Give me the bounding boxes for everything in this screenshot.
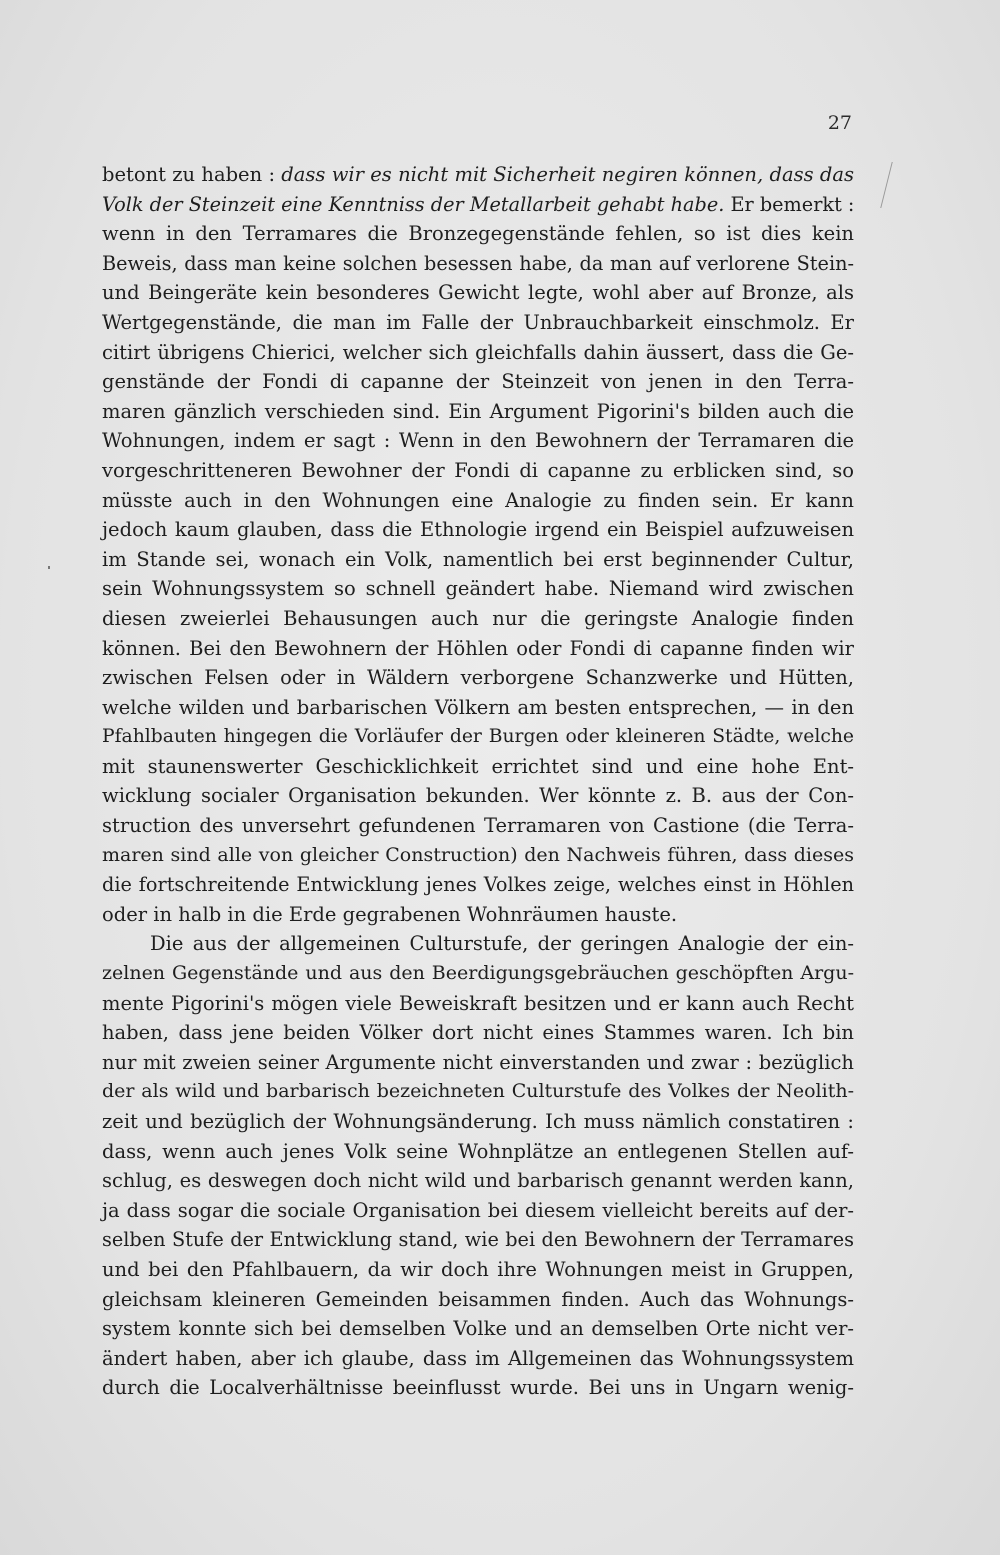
text-line [102, 1344, 854, 1374]
text-run: citirt übrigens Chierici, welcher sich gleichfalls dahin äussert, dass die Ge- [102, 340, 854, 364]
text-line [102, 722, 854, 752]
text-line [102, 1225, 854, 1255]
text-line [102, 781, 854, 811]
text-run: durch die Localverhältnisse beeinflusst wurde. Bei uns in Ungarn wenig- [102, 1376, 854, 1400]
text-run: schlug, es deswegen doch nicht wild und barbarisch genannt werden kann, [102, 1169, 854, 1193]
text-run: ja dass sogar die sociale Organisation bei diesem vielleicht bereits auf der- [102, 1198, 854, 1222]
text-run: ändert haben, aber ich glaube, dass im Allgemeinen das Wohnungssystem [102, 1346, 854, 1370]
margin-pencil-mark [866, 162, 892, 208]
text-run: system konnte sich bei demselben Volke und an demselben Orte nicht ver- [102, 1317, 854, 1341]
text-run: dass, wenn auch jenes Volk seine Wohnplätze an entlegenen Stellen auf- [102, 1139, 854, 1163]
text-line [102, 752, 854, 782]
text-line [102, 1137, 854, 1167]
text-run: diesen zweierlei Behausungen auch nur die geringste Analogie finden [102, 606, 854, 630]
text-line [102, 841, 854, 871]
text-run: struction des unversehrt gefundenen Terramaren von Castione (die Terra- [102, 814, 854, 838]
text-run: gleichsam kleineren Gemeinden beisammen finden. Auch das Wohnungs- [102, 1287, 854, 1311]
text-line [102, 1077, 854, 1107]
text-line [102, 811, 854, 841]
text-run: mente Pigorini's mögen viele Beweiskraft besitzen und er kann auch Recht [102, 991, 854, 1015]
text-run: können. Bei den Bewohnern der Höhlen oder Fondi di capanne finden wir [102, 636, 854, 660]
text-run: maren sind alle von gleicher Construction) den Nachweis führen, dass dieses [102, 843, 854, 866]
text-run: zwischen Felsen oder in Wäldern verborgene Schanzwerke und Hütten, [102, 666, 854, 690]
text-line [102, 308, 854, 338]
text-run: genstände der Fondi di capanne der Steinzeit von jenen in den Terra- [102, 370, 854, 394]
text-run: selben Stufe der Entwicklung stand, wie bei den Bewohnern der Terramares [102, 1228, 854, 1252]
text-line [102, 1255, 854, 1285]
text-line [102, 367, 854, 397]
text-line [102, 574, 854, 604]
text-line [102, 1196, 854, 1226]
text-run: welche wilden und barbarischen Völkern am besten entsprechen, — in den [102, 695, 854, 719]
text-line [102, 545, 854, 575]
text-run: jedoch kaum glauben, dass die Ethnologie irgend ein Beispiel aufzuweisen [102, 518, 854, 542]
text-line [102, 338, 854, 368]
text-line [102, 515, 854, 545]
text-run: Wohnungen, indem er sagt : Wenn in den Bewohnern der Terramaren die [102, 429, 854, 453]
text-line [102, 1314, 854, 1344]
text-line [102, 870, 854, 900]
text-line [102, 959, 854, 989]
text-run: Er bemerkt : [724, 192, 855, 216]
text-run: und bei den Pfahlbauern, da wir doch ihre Wohnungen meist in Gruppen, [102, 1257, 854, 1281]
text-run: Die aus der allgemeinen Culturstufe, der geringen Analogie der ein- [150, 932, 854, 956]
text-run: im Stande sei, wonach ein Volk, namentlich bei erst beginnender Cultur, [102, 547, 854, 571]
text-run: wenn in den Terramares die Bronzegegenstände fehlen, so ist dies kein [102, 222, 854, 246]
text-line [102, 1018, 854, 1048]
text-run: sein Wohnungssystem so schnell geändert habe. Niemand wird zwischen [102, 577, 854, 601]
text-run: betont zu haben : [102, 163, 282, 186]
text-run: der als wild und barbarisch bezeichneten Culturstufe des Volkes der Neolith- [102, 1080, 854, 1103]
text-run: zeit und bezüglich der Wohnungsänderung. Ich muss nämlich constatiren : [102, 1110, 854, 1133]
text-run: die fortschreitende Entwicklung jenes Volkes zeige, welches einst in Höhlen [102, 873, 854, 897]
text-run: maren gänzlich verschieden sind. Ein Argument Pigorini's bilden auch die [102, 399, 854, 423]
text-line [102, 456, 854, 486]
ink-speck [48, 566, 50, 569]
text-line [102, 1107, 854, 1137]
text-run: müsste auch in den Wohnungen eine Analogie zu finden sein. Er kann [102, 488, 854, 512]
text-line [102, 160, 854, 190]
text-line [102, 278, 854, 308]
text-run: mit staunenswerter Geschicklichkeit errichtet sind und eine hohe Ent- [102, 754, 854, 778]
text-run: nur mit zweien seiner Argumente nicht einverstanden und zwar : bezüglich [102, 1050, 854, 1074]
text-line [102, 426, 854, 456]
text-line [102, 397, 854, 427]
text-run: zelnen Gegenstände und aus den Beerdigungsgebräuchen geschöpften Argu- [102, 962, 854, 985]
text-line [102, 1166, 854, 1196]
text-run: Pfahlbauten hingegen die Vorläufer der Burgen oder kleineren Städte, welche [102, 726, 854, 748]
text-line [102, 929, 854, 959]
text-line [102, 249, 854, 279]
text-run: Beweis, dass man keine solchen besessen habe, da man auf verlorene Stein- [102, 251, 854, 275]
text-line [102, 1048, 854, 1078]
text-line [102, 1285, 854, 1315]
text-line [102, 219, 854, 249]
text-run: haben, dass jene beiden Völker dort nicht eines Stammes waren. Ich bin [102, 1021, 854, 1045]
text-line [102, 1373, 854, 1403]
page-number: 27 [827, 112, 852, 134]
text-line [102, 604, 854, 634]
text-run: wicklung socialer Organisation bekunden. Wer könnte z. B. aus der Con- [102, 784, 854, 808]
text-line [102, 989, 854, 1019]
text-line [102, 663, 854, 693]
text-run: Wertgegenstände, die man im Falle der Unbrauchbarkeit einschmolz. Er [102, 310, 854, 334]
text-line [102, 900, 854, 930]
body-text [102, 160, 854, 1403]
text-line [102, 634, 854, 664]
italic-text-run: Volk der Steinzeit eine Kenntniss der Metallarbeit gehabt habe. [102, 192, 725, 216]
text-run: vorgeschritteneren Bewohner der Fondi di capanne zu erblicken sind, so [102, 458, 854, 482]
italic-text-run: dass wir es nicht mit Sicherheit negiren können, dass das [281, 163, 854, 186]
text-run: oder in halb in die Erde gegrabenen Wohnräumen hauste. [102, 902, 678, 926]
text-line [102, 190, 854, 220]
text-line [102, 486, 854, 516]
text-run: und Beingeräte kein besonderes Gewicht legte, wohl aber auf Bronze, als [102, 281, 854, 305]
text-line [102, 693, 854, 723]
